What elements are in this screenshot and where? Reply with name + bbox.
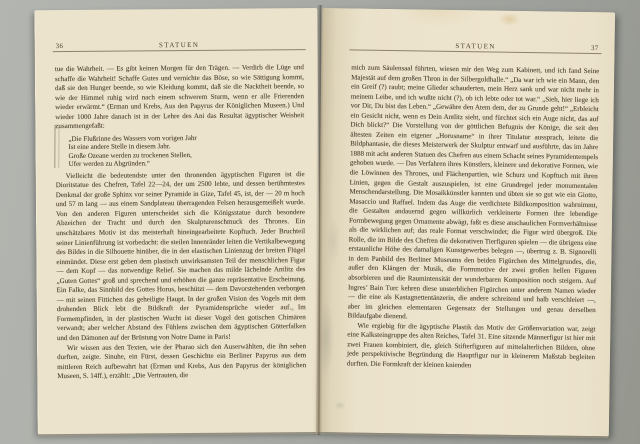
running-title: STATUEN (158, 40, 200, 50)
book (36, 8, 612, 432)
margin-mark (54, 125, 59, 168)
page-right (316, 8, 615, 436)
paragraph: tue die Wahrheit. — Es gibt keinen Morgen für den Trägen. — Verdirb die Lüge und schaffe die Wahrheit! Schaffe Gutes und vernichte das Böse, so wie Sättigung kommt, daß sie den Hunger beende, so wie Kleidung kommt, daß sie die Nacktheit beende, so wie der Himmel ruhig wird nach einem schwerem Sturm, wenn er alle Frierenden wieder erwärmt.“ (Erman und Krebs, Aus den Papyrus der Königlichen Museen.) Und wieder 1000 Jahre danach ist in der Lehre des Ani das Resultat ägyptischer Weisheit zusammengefaßt: (54, 63, 305, 131)
paragraph: Wie ergiebig für die ägyptische Plastik das Motiv der Größenvariation war, zeigt eine Kalksteingruppe des alten Reiches, Tafel 31. Eine sitzende Männerfigur ist hier mit zwei Frauen kombiniert, die, gleich Stifterfiguren auf mittelalterlichen Bildern, ohne jede perspektivische Begründung die Hauptfigur nur in kleinerem Maßstab begleiten durften. Die Formkraft der kleinen knienden (346, 321, 596, 370)
running-head (352, 40, 600, 54)
page-right-content (346, 40, 600, 422)
running-title: STATUEN (455, 42, 496, 51)
paragraph: Vielleicht die bedeutendste unter den thronenden ägyptischen Figuren ist die Dioritstatue des Chefren, Tafel 22—24, der um 2500 lebte, und dessen berühmtestes Denkmal der große Sphinx vor seiner Pyramide in Gize, Tafel 45, ist, der — 20 m hoch und 57 m lang — aus einem Sandplateau überragenden Felsen herausgemeißelt wurde. Von den anderen Figuren unterscheidet sich die Königsstatue durch besondere Abzeichen der Tracht und durch den Skulpturenschmuck des Thrones. Ein unschätzbares Motiv ist das meisterhaft hineingearbeitete Kopftuch. Jeder Bruchteil seiner Linienführung ist vorbedacht: die steilen Innenränder leiten die Vertikalbewegung des Bildes in die Silhouette hinüber, die in den elastischen Linienzug der breiten Flügel einmündet. Diese erst geben dem plastisch unwirksamsten Teil der menschlichen Figur — dem Kopf — das notwendige Relief. Sie machen das milde lächelnde Antlitz des „Guten Gottes“ groß und sprechend und erhöhen die ganze repräsentative Erscheinung. Ein Falke, das Sinnbild des Gottes Horus, beschützt — dem Davorstehenden verborgen — mit seinen Fittichen das geheiligte Haupt. In der großen Vision des Vogels mit dem drohenden Blick lebt die Bildkraft der Pyramidensprüche wieder auf. Im Formempfinden, in der plastischen Wucht ist dieser Vogel den gotischen Chimären verwandt; aber welcher Abstand des Fühlens zwischen dem ägyptischen Götterfalken und den Dämonen auf der Brüstung von Notre Dame in Paris! (55, 169, 306, 343)
page-left (34, 8, 320, 434)
verse-line: „Die Flußrinne des Wassers vom vorigen Jahr (68, 134, 197, 144)
body-text (347, 63, 600, 372)
running-head (55, 40, 304, 52)
page-number: 36 (55, 42, 64, 51)
page-number: 37 (590, 44, 599, 53)
paragraph: Wir wissen aus den Texten, wie der Pharao sich den Auserwählten, die ihn sehen durften, zeigte. Sinuhe, ein Fürst, dessen Geschichte ein Berliner Papyrus aus dem mittleren Reich aufbewahrt hat (Erman und Krebs, Aus den Papyrus der königlichen Museen, S. 14ff.), erzählt: „Die Vertrauten, die (57, 341, 307, 381)
verse-block (68, 133, 304, 167)
body-text (55, 63, 306, 382)
verse-line: Ufer werden zu Abgründen.“ (68, 158, 150, 168)
paragraph: mich zum Säulensaal führten, wiesen mir den Weg zum Kabinett, und ich fand Seine Majestät auf dem großen Thron in der Silbergoldhalle.“ „Da war ich wie ein Mann, den ein Greif (?) raubt; meine Glieder schauderten, mein Herz sank und war nicht mehr in meinem Leibe, und ich wußte nicht (?), ob ich lebte oder tot war.“ „Sieh, hier liege ich vor Dir, Du bist das Leben.“ „Gewähre den Atem dem, der zu Grunde geht!“ „Erbleicht ein Gesicht nicht, wenn es Dein Antlitz sieht, und fürchtet sich ein Auge nicht, das auf Dich blickt?“ Die Vorstellung von der göttlichen Befugnis der Könige, die seit den ältesten Zeiten ein eigener „Horusname“ in ihrer Titulatur aussprach, leitete die Bildphantasie, die dieses Meisterwerk der Skulptur entwarf und ausführte, das im Jahre 1888 mit acht anderen Statuen des Chefren aus einem Schacht seines Pyramidentempels gehoben wurde. — Das Verfahren ihres Künstlers, kleinere und dekorative Formen, wie die Löwinnen des Thrones, und Flächenpartien, wie Schurz und Kopftuch mit ihren Linien, gegen die Gestalt auszuspielen, ist eine Grundregel jeder monumentalen Menschendarstellung. Die Mosaikkünstler kannten und übten sie so gut wie ein Giotto, Masaccio und Raffael. Indem das Auge die verdichtete Bildkomposition wahrnimmt, die Gestalten andauernd gegen willkürlich verkleinerte Formen ihre lebendige Formbewegung gegen Ornamente abwägt, faßt es diese anschaulichen Formverhältnisse als die wirklichen auf; das reale Format verschwindet; die Figur wird übergroß. Die Rolle, die im Bilde des Chefren die dekorativen Tierfiguren spielen — die übrigens eine erstaunliche Höhe des damaligen Kunstgewerbes belegen —, übertrug z. B. Signorelli in dem Panbild des Berliner Museums den beiden Figürchen des Mittelgrundes, die, außer den Klängen der Musik, die Formmotive der zwei großen hellen Figuren absorbieren und die Raumintensität der wunderbaren Komposition noch steigern. Auf Ingres’ Bain Turc kehren diese unsterblichen Figürchen unter anderem Namen wieder — die eine als Kastagnettentänzerin, die andere schreitend und halb verschleiert —, aber im gleichen elementaren Gegensatz der Stellungen und genau derselben Bildaufgabe dienend. (347, 63, 600, 321)
verse-line: Große Ozeane werden zu trockenen Stellen, (68, 150, 192, 160)
verse-line: Ist eine andere Stelle in diesem Jahr. (68, 142, 171, 152)
page-left-content (55, 40, 307, 420)
